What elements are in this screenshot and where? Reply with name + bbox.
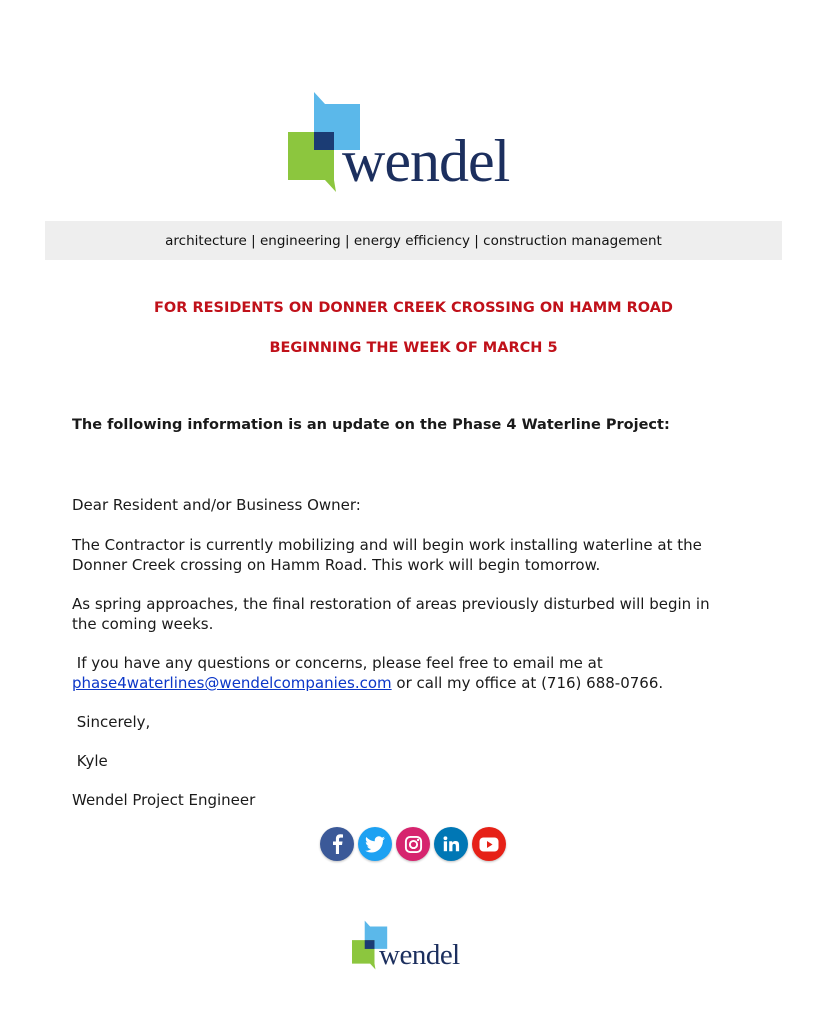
logo-wordmark: wendel [342, 128, 510, 194]
paragraph-restoration [72, 594, 752, 634]
signature-title: Wendel Project Engineer [72, 791, 256, 809]
paragraph-line: The Contractor is currently mobilizing and will begin work installing waterline at the [72, 536, 702, 554]
instagram-icon[interactable] [396, 827, 430, 861]
social-icons [320, 827, 506, 862]
tagline-text: architecture | engineering | energy efficiency | construction management [165, 232, 662, 249]
linkedin-icon[interactable] [434, 827, 468, 861]
logo-wordmark: wendel [379, 939, 460, 971]
youtube-icon[interactable] [472, 827, 506, 861]
phone-text: or call my office at (716) 688-0766. [391, 674, 664, 692]
signature-name: Kyle [72, 752, 108, 770]
paragraph-line: As spring approaches, the final restoration of areas previously disturbed will begin in [72, 595, 710, 613]
closing: Sincerely, [72, 713, 151, 731]
paragraph-line: If you have any questions or concerns, please feel free to email me at [72, 654, 603, 672]
headline-date: BEGINNING THE WEEK OF MARCH 5 [269, 340, 558, 356]
paragraph-line: the coming weeks. [72, 615, 214, 633]
paragraph-line: Donner Creek crossing on Hamm Road. This work will begin tomorrow. [72, 556, 601, 574]
tagline-bar [45, 221, 782, 260]
wendel-logo [288, 92, 543, 196]
greeting: Dear Resident and/or Business Owner: [72, 496, 361, 514]
facebook-icon[interactable] [320, 827, 354, 861]
wendel-footer-logo [352, 920, 476, 972]
twitter-icon[interactable] [358, 827, 392, 861]
paragraph-line [72, 673, 752, 693]
paragraph-contractor [72, 535, 752, 575]
paragraph-contact [72, 653, 752, 693]
email-link[interactable]: phase4waterlines@wendelcompanies.com [72, 674, 392, 692]
headline-residents: FOR RESIDENTS ON DONNER CREEK CROSSING ON HAMM ROAD [154, 300, 673, 316]
intro-text: The following information is an update on the Phase 4 Waterline Project: [72, 417, 670, 433]
